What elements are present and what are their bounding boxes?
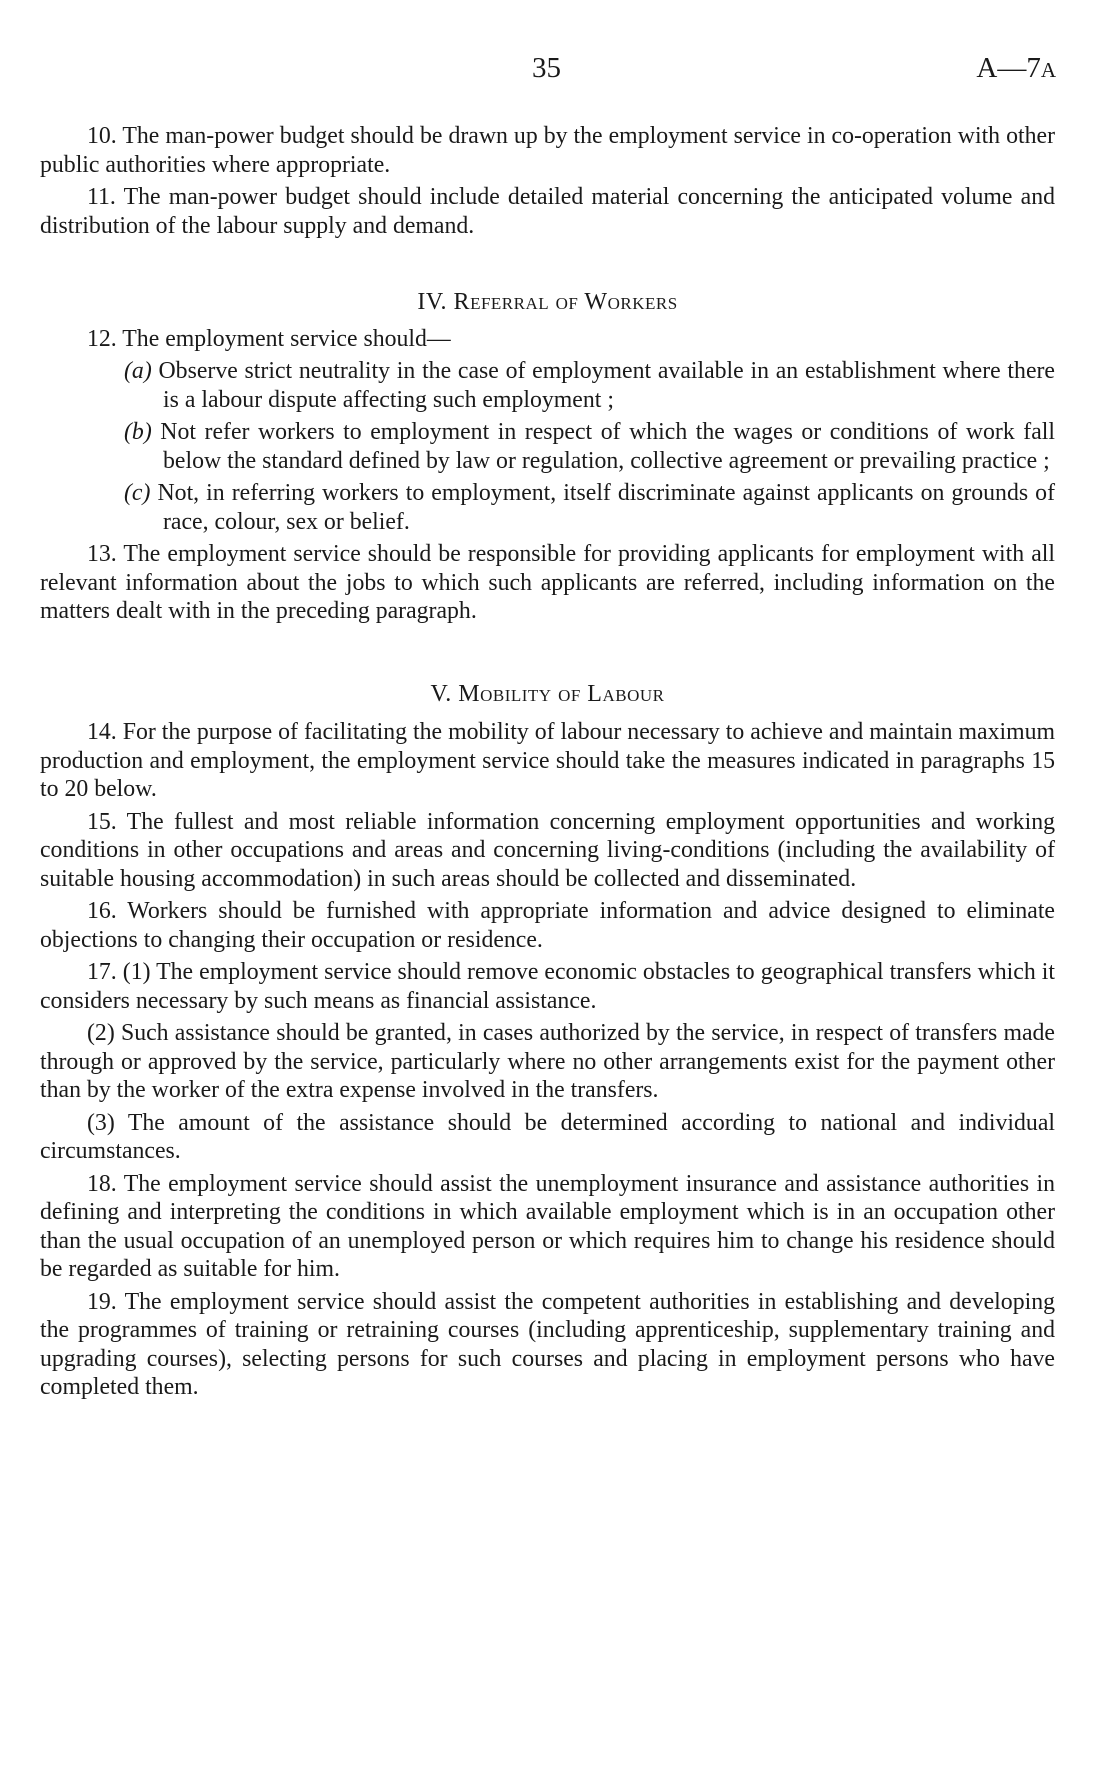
clause-text: Not refer workers to employment in respect of which the wages or conditions of work fall below the standard defined by law or regulation, collective agreement or prevailing practice ;: [160, 419, 1055, 474]
clause-12b: [40, 418, 1055, 475]
paragraph-16: 16. Workers should be furnished with appropriate information and advice designed to eliminate objections to changing their occupation or residence.: [40, 898, 1055, 953]
paragraph-10: 10. The man-power budget should be drawn up by the employment service in co-operation with other public authorities where appropriate.: [40, 123, 1055, 178]
paragraph-19: 19. The employment service should assist the competent authorities in establishing and developing the programmes of training or retraining courses (including apprenticeship, supplementary training and upgrading courses), selecting persons for such courses and placing in employment persons who have completed them.: [40, 1288, 1055, 1400]
paragraph-11: 11. The man-power budget should include detailed material concerning the anticipated volume and distribution of the labour supply and demand.: [40, 184, 1055, 239]
paragraph-12: 12. The employment service should—: [87, 325, 451, 352]
section-heading-mobility-of-labour: V. Mobility of Labour: [430, 680, 665, 707]
paragraph-17-1: 17. (1) The employment service should remove economic obstacles to geographical transfers which it considers necessary by such means as financial assistance.: [40, 959, 1055, 1014]
clause-text: Not, in referring workers to employment, itself discriminate against applicants on grounds of race, colour, sex or belief.: [157, 480, 1055, 535]
clause-letter: (a): [124, 358, 152, 384]
page-header: [0, 52, 1114, 92]
paragraph-18: 18. The employment service should assist the unemployment insurance and assistance authorities in defining and interpreting the conditions in which available employment which is in an occupation other than the usual occupation of an unemployed person or which requires him to change his residence should be regarded as suitable for him.: [40, 1170, 1055, 1282]
clause-12c: [40, 479, 1055, 536]
clause-letter: (c): [124, 480, 151, 506]
document-reference: [976, 52, 1056, 85]
paragraph-13: 13. The employment service should be responsible for providing applicants for employment with all relevant information about the jobs to which such applicants are referred, including information on the matters dealt with in the preceding paragraph.: [40, 541, 1055, 624]
paragraph-14: 14. For the purpose of facilitating the mobility of labour necessary to achieve and maintain maximum production and employment, the employment service should take the measures indicated in paragraphs 15 to 20 below.: [40, 719, 1055, 802]
page-body: [40, 122, 1055, 1406]
paragraph-15: 15. The fullest and most reliable information concerning employment opportunities and working conditions in other occupations and areas and concerning living-conditions (including the availability of suitable housing accommodation) in such areas should be collected and disseminated.: [40, 808, 1055, 892]
section-heading-referral-of-workers: IV. Referral of Workers: [417, 289, 678, 315]
document-reference-suffix: A: [1040, 58, 1056, 82]
clause-letter: (b): [124, 419, 152, 445]
paragraph-17-2: (2) Such assistance should be granted, in cases authorized by the service, in respect of transfers made through or approved by the service, particularly where no other arrangements exist for the payment other than by the worker of the extra expense involved in the transfers.: [40, 1020, 1055, 1103]
paragraph-17-3: (3) The amount of the assistance should be determined according to national and individual circumstances.: [40, 1109, 1055, 1164]
clause-text: Observe strict neutrality in the case of employment available in an establishment where there is a labour dispute affecting such employment ;: [158, 358, 1055, 413]
clause-12a: [40, 357, 1055, 414]
document-reference-main: A—7: [976, 52, 1041, 84]
page-number: 35: [532, 52, 561, 84]
